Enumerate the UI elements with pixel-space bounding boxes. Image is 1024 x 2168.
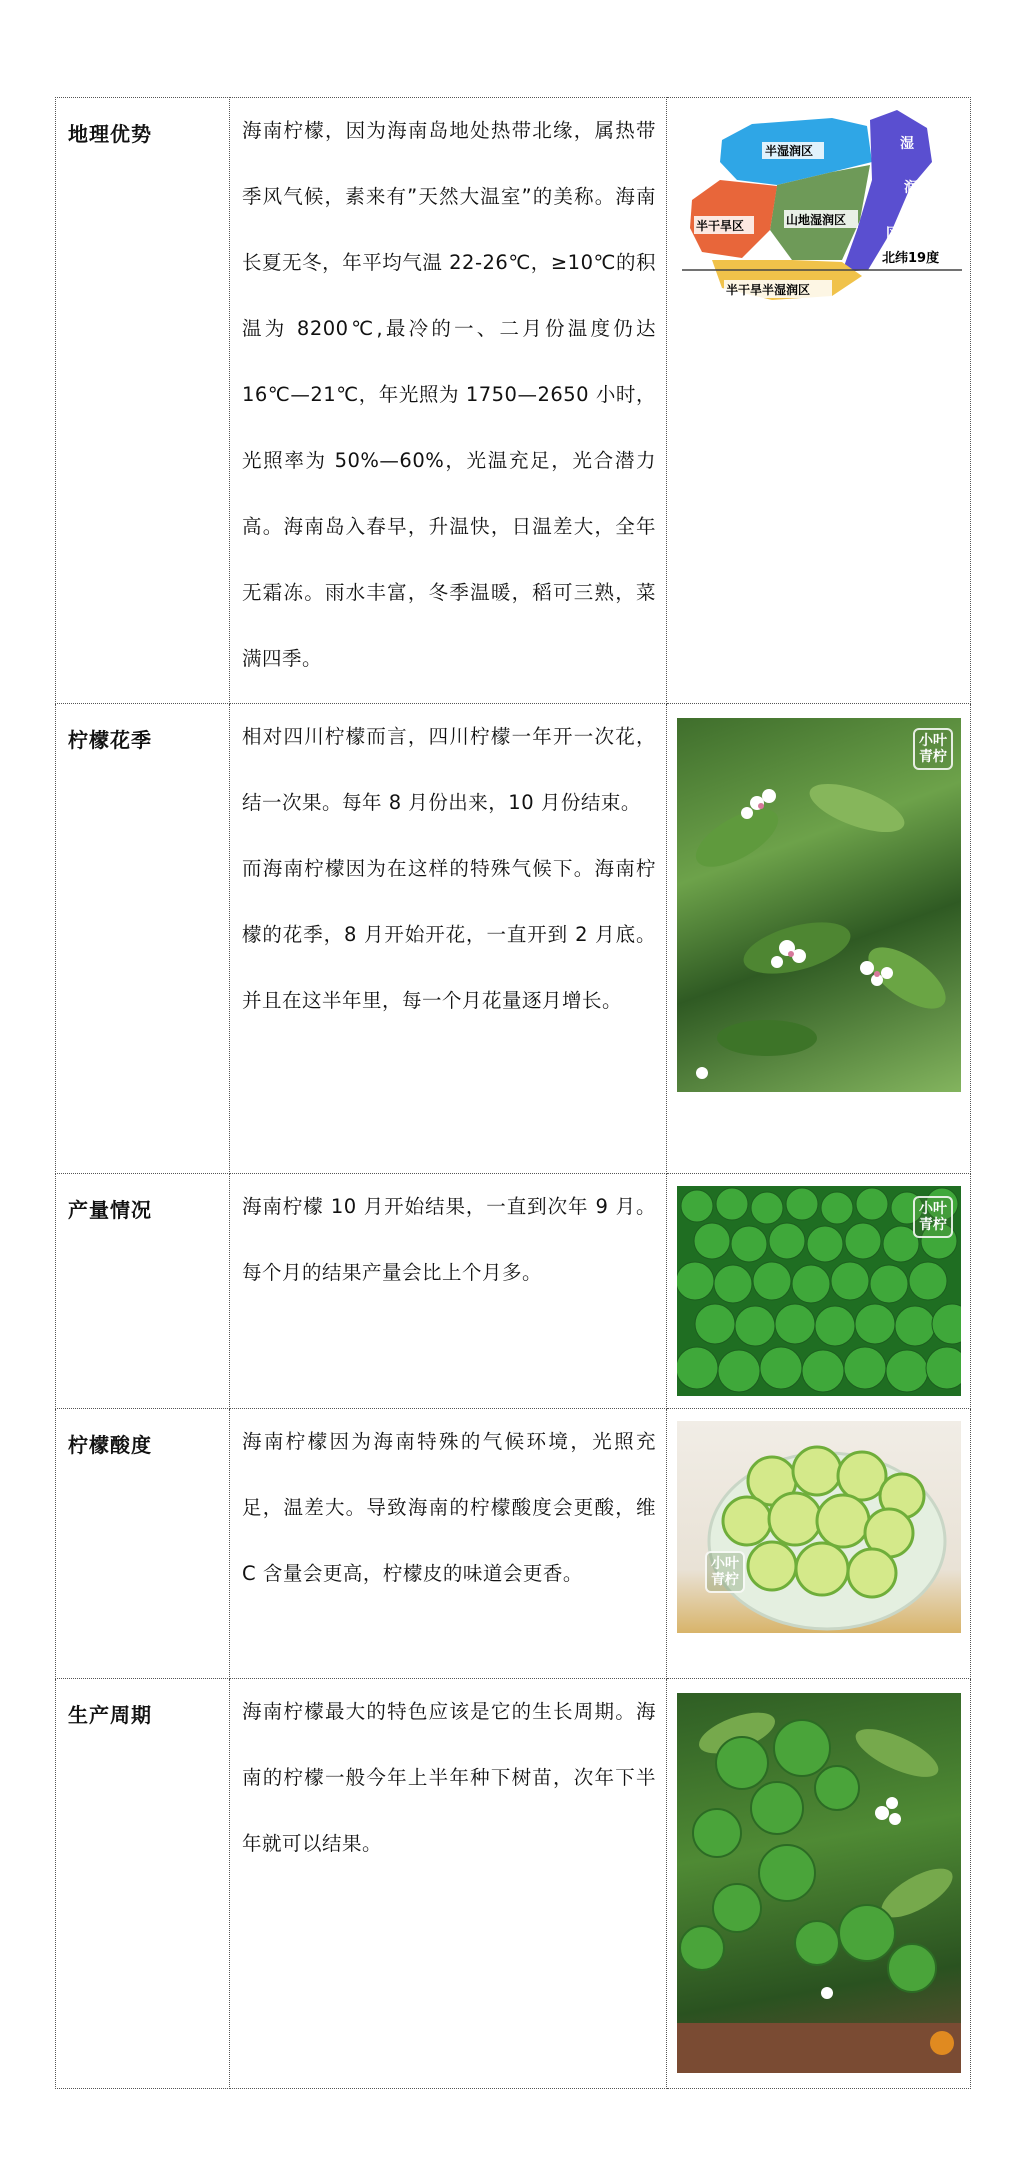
lemon-tree-photo [677,1693,961,2073]
row-paragraph: 而海南柠檬因为在这样的特殊气候下。海南柠檬的花季，8 月开始开花，一直开到 2 月底。并且在这半年里，每一个月花量逐月增长。 [242,857,656,1012]
table-row-acidity [56,1409,971,1679]
row-paragraph: 海南柠檬因为海南特殊的气候环境，光照充足，温差大。导致海南的柠檬酸度会更酸，维 C 含量会更高，柠檬皮的味道会更香。 [242,1430,656,1585]
row-text [230,1679,667,2089]
lemon-info-table [55,97,971,2089]
row-label: 地理优势 [56,98,230,704]
lemon-bowl-illustration [677,1421,961,1633]
blossom-illustration [677,718,961,1092]
watermark-text: 青柠 [919,1217,947,1233]
row-paragraph: 相对四川柠檬而言，四川柠檬一年开一次花，结一次果。每年 8 月份出来，10 月份结束。 [242,725,656,814]
info-sheet [55,97,970,2089]
watermark-logo [913,1196,953,1238]
row-image-cell [667,1679,971,2089]
table-row-yield [56,1174,971,1409]
row-text [230,704,667,1174]
watermark-text: 小叶 [919,1201,947,1217]
row-paragraph: 海南柠檬，因为海南岛地处热带北缘，属热带季风气候，素来有”天然大温室”的美称。海南长夏无冬，年平均气温 22-26℃，≥10℃的积温为 8200℃,最冷的一、二月份温度仍达 16℃—21℃，年光照为 1750—2650 小时，光照率为 50%—60%，光温充足，光合潜力高。海南岛入春早，升温快，日温差大，全年无霜冻。雨水丰富，冬季温暖，稻可三熟，菜满四季。 [242,119,656,670]
row-label: 柠檬酸度 [56,1409,230,1679]
row-image-cell [667,1409,971,1679]
row-text [230,1409,667,1679]
region-label: 半湿润区 [765,144,814,158]
region-label: 半干旱半湿润区 [726,283,811,297]
watermark-text: 青柠 [919,749,947,765]
row-image-cell [667,98,971,704]
row-label: 柠檬花季 [56,704,230,1174]
region-label: 山地湿润区 [786,213,847,227]
watermark-logo [705,1551,745,1593]
row-text [230,1174,667,1409]
lemon-tree-illustration [677,1693,961,2073]
table-row-geography [56,98,971,704]
svg-text:湿: 湿 [900,136,914,152]
row-paragraph: 海南柠檬最大的特色应该是它的生长周期。海南的柠檬一般今年上半年种下树苗，次年下半年就可以结果。 [242,1700,656,1855]
watermark-logo [913,728,953,770]
svg-text:润: 润 [904,180,918,196]
region-label: 半干旱区 [696,219,745,233]
lemon-blossom-photo [677,718,961,1092]
row-text [230,98,667,704]
watermark-text: 小叶 [711,1556,739,1572]
watermark-text: 小叶 [919,733,947,749]
lemon-slices-photo [677,1421,961,1633]
table-row-flowering [56,704,971,1174]
latitude-label: 北纬19度 [882,251,940,266]
row-label: 生产周期 [56,1679,230,2089]
table-row-cycle [56,1679,971,2089]
svg-text:区: 区 [886,226,900,242]
row-label: 产量情况 [56,1174,230,1409]
hainan-climate-map [682,110,962,310]
row-image-cell [667,704,971,1174]
green-lemons-photo [677,1186,961,1396]
row-image-cell [667,1174,971,1409]
watermark-text: 青柠 [711,1572,739,1588]
row-paragraph: 海南柠檬 10 月开始结果，一直到次年 9 月。每个月的结果产量会比上个月多。 [242,1195,656,1284]
